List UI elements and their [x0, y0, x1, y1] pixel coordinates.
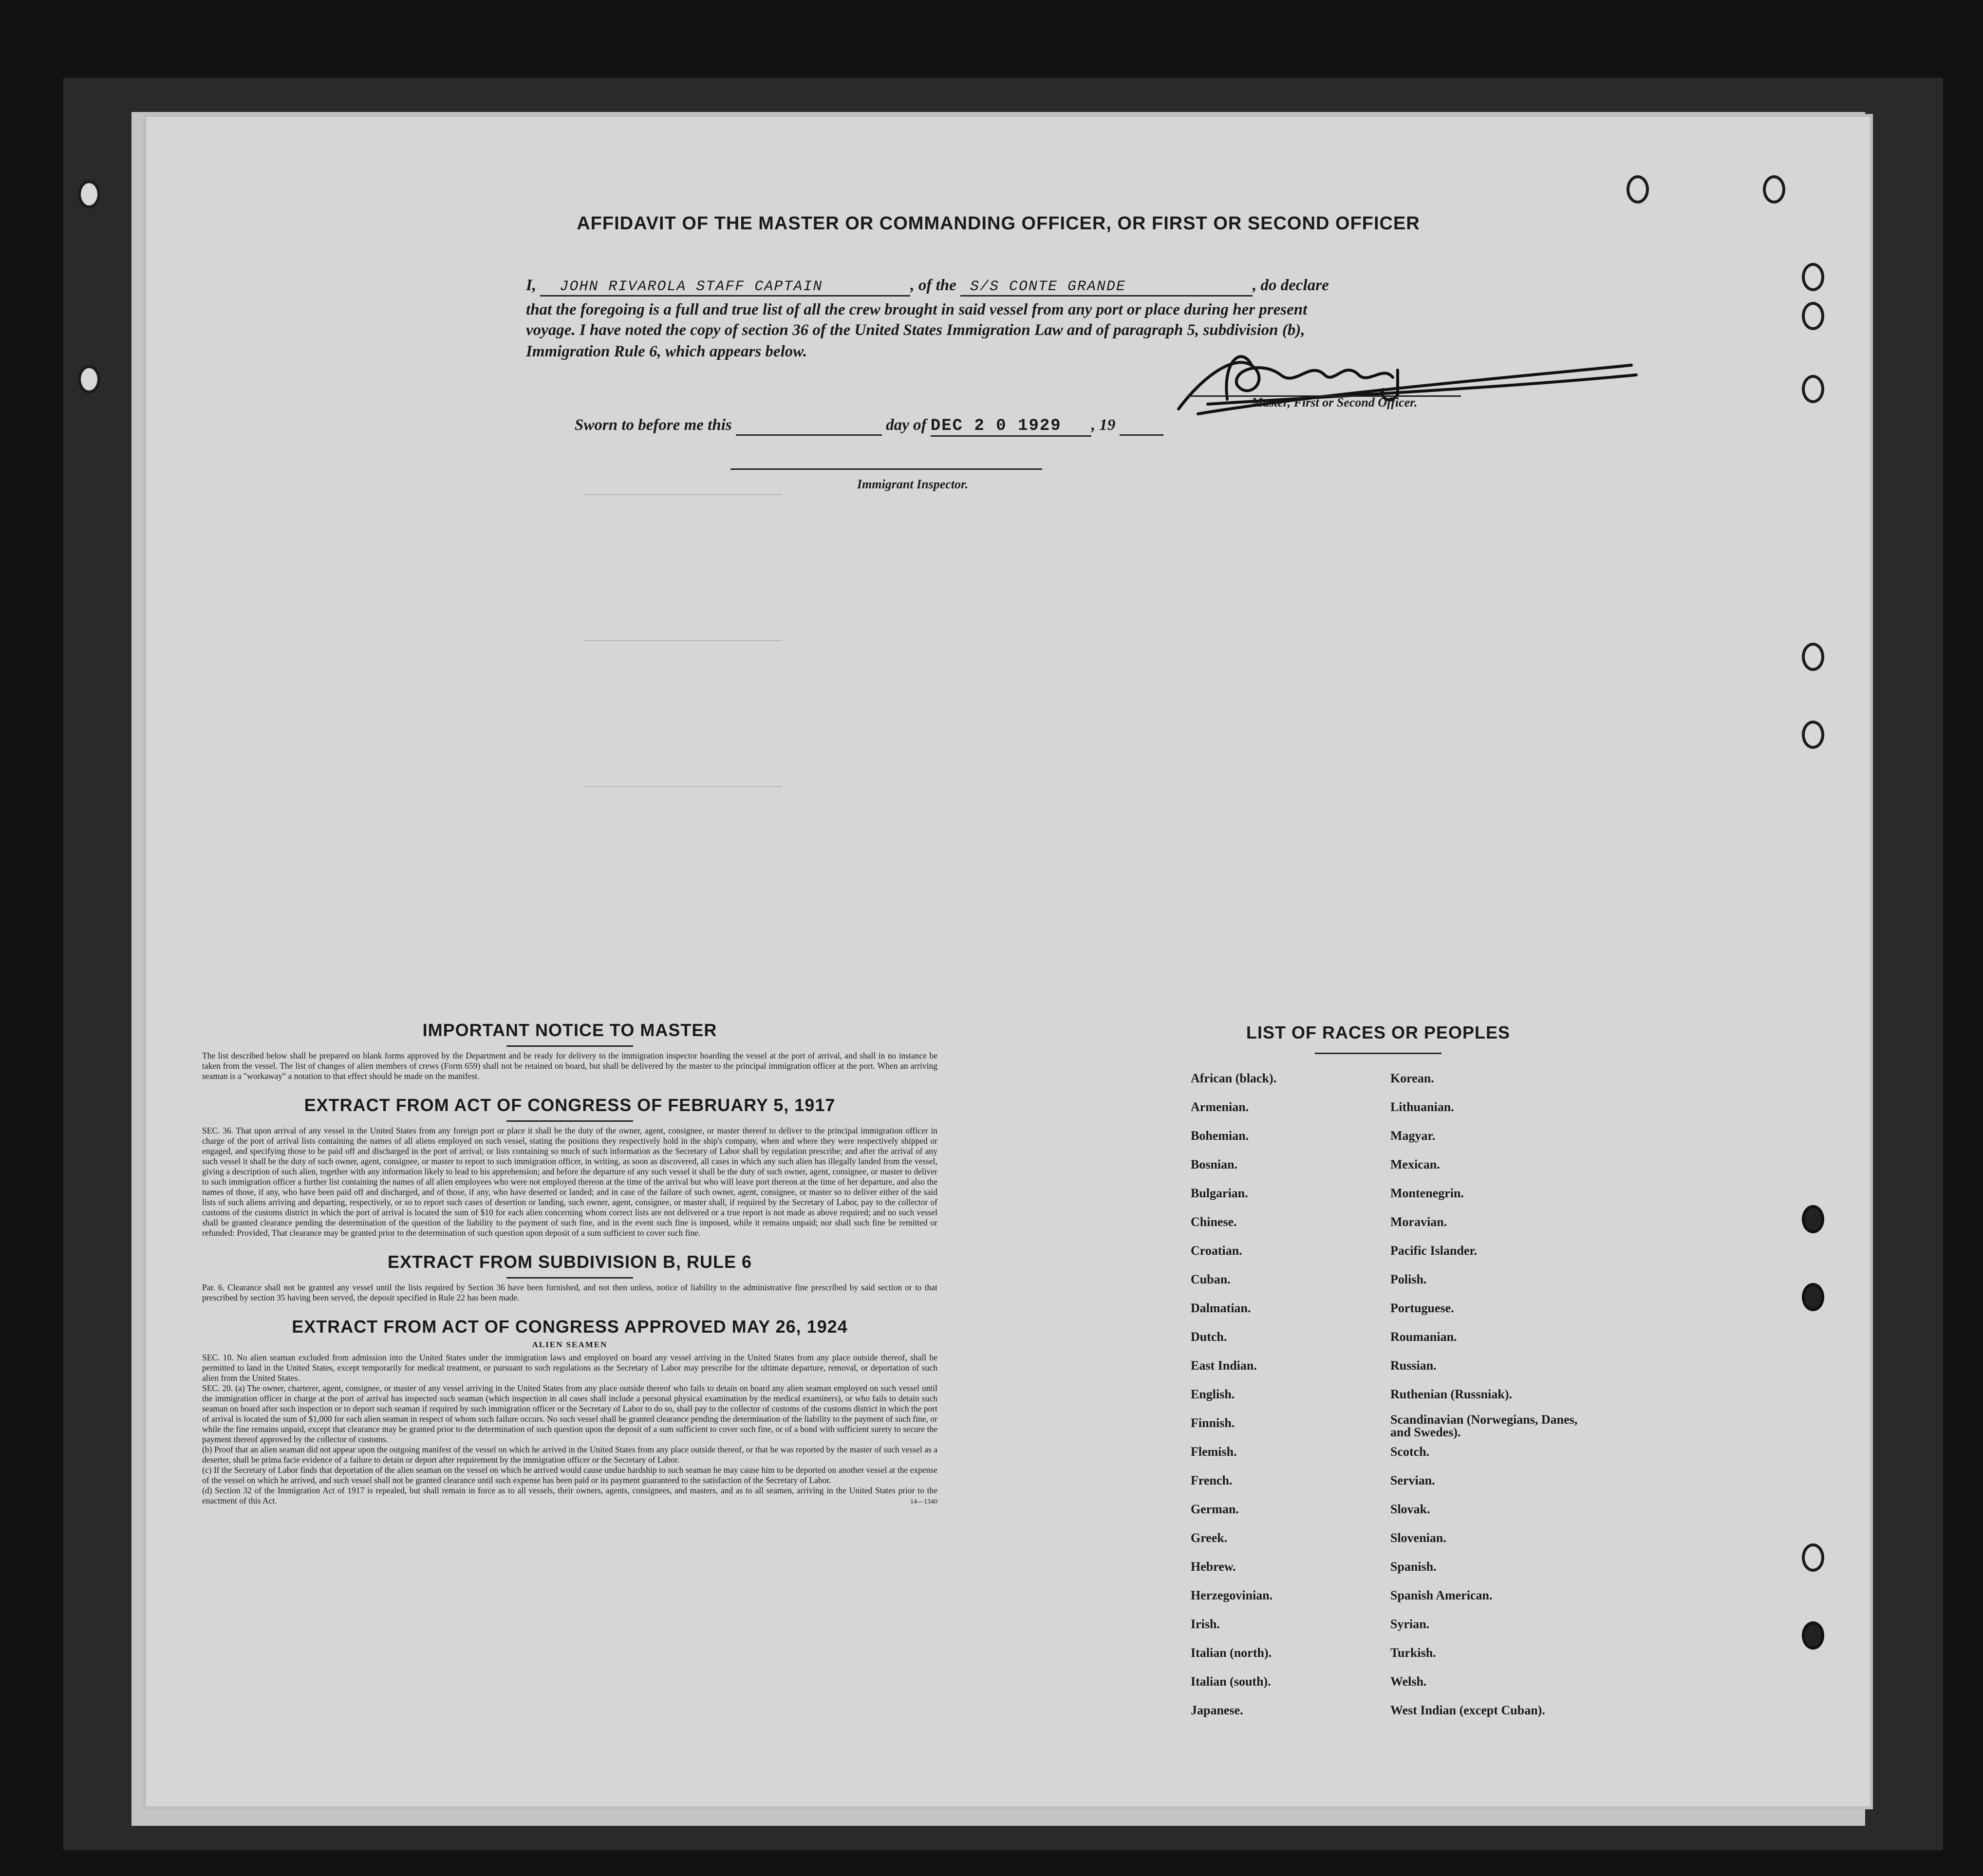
punch-hole-icon: [1802, 1543, 1824, 1572]
day-of-label: day of: [886, 416, 927, 434]
races-left-column: [1191, 1069, 1366, 1729]
race-item: Servian.: [1390, 1473, 1435, 1487]
race-item: Russian.: [1390, 1358, 1437, 1373]
rule-6-title: EXTRACT FROM SUBDIVISION B, RULE 6: [387, 1252, 752, 1272]
act-1924-sec10: SEC. 10. No alien seaman excluded from admission into the United States under the immigration laws and employed on board any vessel arriving in the United States from any place outside thereof, shall be permitted to land in the United States, except temporarily for medical treatment, or pursuant to such regulations as the Secretary of Labor may prescribe for the ultimate departure, removal, or deportation of such alien from the United States.: [202, 1353, 937, 1383]
punch-hole-icon: [1802, 302, 1824, 330]
punch-hole-icon: [1627, 175, 1649, 204]
inspector-signature-line: [730, 468, 1042, 470]
race-item: Japanese.: [1191, 1703, 1243, 1717]
race-item: Moravian.: [1390, 1215, 1447, 1229]
affidavit-do-declare: , do declare: [1253, 277, 1329, 294]
race-item: African (black).: [1191, 1071, 1277, 1085]
act-1917-title: EXTRACT FROM ACT OF CONGRESS OF FEBRUARY 5, 1917: [304, 1095, 836, 1115]
race-item: West Indian (except Cuban).: [1390, 1703, 1545, 1717]
race-item: Irish.: [1191, 1617, 1220, 1631]
sworn-date-stamp: DEC 2 0 1929: [931, 417, 1091, 437]
race-item: English.: [1191, 1387, 1235, 1401]
officer-caption: Master, First or Second Officer.: [1252, 395, 1418, 409]
race-item: German.: [1191, 1502, 1239, 1516]
divider: [506, 1120, 633, 1122]
affidavit-line-2: that the foregoing is a full and true list of all the crew brought in said vessel from any port or place during her present: [526, 301, 1308, 318]
race-item: Dutch.: [1191, 1330, 1227, 1344]
race-item: Bulgarian.: [1191, 1186, 1248, 1200]
year-blank: [1120, 416, 1163, 436]
punch-hole-icon: [1763, 175, 1785, 204]
act-1924-sec20a: SEC. 20. (a) The owner, charterer, agent, consignee, or master of any vessel arriving in the United States from any place outside thereof who fails to detain on board any alien seaman employed on such vessel until the immigration officer in charge at the port of arrival has inspected such seaman (which inspection in all cases shall include a personal physical examination by the medical examiners), or who fails to detain such seaman on board after such inspection or to deport such seaman if required by such immigration officer or the Secretary of Labor to do so, shall pay to the collector of customs of the customs district in which the port of arrival is located the sum of $1,000 for each alien seaman in respect of whom such failure occurs. No such vessel shall be granted clearance pending the determination of the liability to the payment of such fine, or while the fine remains unpaid, except that clearance may be granted prior to the determination of such question upon the deposit of a sum sufficient to cover such fine, or of a bond with sufficient surety to secure the payment thereof approved by the collector of customs.: [202, 1383, 937, 1444]
race-item: Greek.: [1191, 1531, 1228, 1545]
affidavit-pronoun: I,: [526, 277, 537, 294]
notice-text: The list described below shall be prepared on blank forms approved by the Department and be ready for delivery to the immigration inspector boarding the vessel at the port of arrival, and shall in no instance be taken from the vessel. The list of changes of alien members of crews (Form 659) shall not be retained on board, but shall be delivered by the master to the principal immigration officer at the port. When an arriving seaman is a "workaway" a notation to that effect should be made on the manifest.: [202, 1051, 937, 1081]
race-item: Croatian.: [1191, 1244, 1242, 1258]
race-item: Cuban.: [1191, 1272, 1231, 1286]
punch-hole-icon: [1802, 1205, 1824, 1233]
notice-title: IMPORTANT NOTICE TO MASTER: [422, 1020, 717, 1040]
race-item: Mexican.: [1390, 1157, 1440, 1171]
race-item: Turkish.: [1390, 1646, 1436, 1660]
affidavit-title: AFFIDAVIT OF THE MASTER OR COMMANDING OFFICER, OR FIRST OR SECOND OFFICER: [577, 213, 1420, 234]
races-title: LIST OF RACES OR PEOPLES: [1246, 1022, 1511, 1042]
officer-name: JOHN RIVAROLA STAFF CAPTAIN: [540, 279, 910, 297]
affidavit-line-3: voyage. I have noted the copy of section 36 of the United States Immigration Law and of paragraph 5, subdivision (b),: [526, 321, 1305, 339]
race-item: Slovak.: [1390, 1502, 1430, 1516]
race-item: Spanish American.: [1390, 1588, 1493, 1602]
race-item: Montenegrin.: [1390, 1186, 1464, 1200]
bleed-through-text: ——————————————————————————: [584, 633, 782, 648]
punch-hole-icon: [1802, 643, 1824, 671]
act-1924-sec20c: (c) If the Secretary of Labor finds that deportation of the alien seaman on the vessel on which he arrived would cause undue hardship to such seaman he may cause him to be deported on another vessel at the expense of the vessel on which he arrived, and such vessel shall not be granted clearance until such expense has been paid or its payment guaranteed to the satisfaction of the Secretary of Labor.: [202, 1465, 937, 1485]
race-item: Magyar.: [1390, 1129, 1436, 1143]
race-item: Flemish.: [1191, 1445, 1237, 1459]
race-item: French.: [1191, 1473, 1233, 1487]
punch-hole-icon: [1802, 263, 1824, 291]
act-1924-subtitle: ALIEN SEAMEN: [532, 1340, 608, 1349]
race-item: Bosnian.: [1191, 1157, 1238, 1171]
act-1924-sec20d: (d) Section 32 of the Immigration Act of 1917 is repealed, but shall remain in force as to all vessels, their owners, agents, consignees, and masters, and as to all seamen, arriving in the United States prior to the enactment of this Act.: [202, 1486, 937, 1505]
race-item: Finnish.: [1191, 1416, 1235, 1430]
affidavit-line-4: Immigration Rule 6, which appears below.: [526, 343, 807, 360]
race-item: Syrian.: [1390, 1617, 1430, 1631]
race-item: Scotch.: [1390, 1445, 1430, 1459]
punch-hole-icon: [78, 180, 100, 208]
race-item: Scandinavian (Norwegians, Danes, and Swedes).: [1390, 1412, 1578, 1439]
bleed-through-text: ——————————————————————————: [584, 779, 782, 794]
races-right-column: [1390, 1069, 1595, 1729]
punch-hole-icon: [1802, 1621, 1824, 1650]
year-suffix: , 19: [1091, 416, 1116, 434]
divider: [506, 1277, 633, 1279]
race-item: Korean.: [1390, 1071, 1434, 1085]
punch-hole-icon: [78, 365, 100, 393]
race-item: Lithuanian.: [1390, 1100, 1454, 1114]
sworn-line: [575, 416, 1163, 437]
act-1924-sec20b: (b) Proof that an alien seaman did not appear upon the outgoing manifest of the vessel on which he arrived in the United States from any place outside thereof, or that he was reported by the master of such vessel as a deserter, shall be prima facie evidence of a failure to detain or deport after requirement by the immigration officer or the Secretary of Labor.: [202, 1445, 937, 1465]
sworn-label: Sworn to before me this: [575, 416, 732, 434]
race-item: Chinese.: [1191, 1215, 1237, 1229]
officer-signature: [1169, 341, 1646, 428]
race-item: Polish.: [1390, 1272, 1427, 1286]
race-item: Dalmatian.: [1191, 1301, 1251, 1315]
divider: [1315, 1053, 1441, 1054]
race-item: Portuguese.: [1390, 1301, 1454, 1315]
race-item: Welsh.: [1390, 1674, 1427, 1689]
inspector-caption: Immigrant Inspector.: [857, 477, 969, 491]
punch-hole-icon: [1802, 721, 1824, 749]
notice-column: [202, 1020, 937, 1506]
vessel-name: S/S CONTE GRANDE: [960, 279, 1253, 297]
race-item: Roumanian.: [1390, 1330, 1457, 1344]
punch-hole-icon: [1802, 375, 1824, 403]
race-item: Italian (south).: [1191, 1674, 1271, 1689]
race-item: Spanish.: [1390, 1560, 1437, 1574]
rule-6-text: Par. 6. Clearance shall not be granted any vessel until the lists required by Section 36 have been furnished, and not then unless, notice of liability to the administrative fine prescribed by said section or to that prescribed by section 35 having been served, the deposit specified in Rule 22 has been made.: [202, 1282, 937, 1302]
affidavit-of-the: , of the: [910, 277, 956, 294]
race-item: Bohemian.: [1191, 1129, 1249, 1143]
race-item: Armenian.: [1191, 1100, 1249, 1114]
punch-hole-icon: [1802, 1283, 1824, 1311]
race-item: Pacific Islander.: [1390, 1244, 1478, 1258]
form-number: 14—1340: [910, 1498, 937, 1505]
sworn-day-blank: [736, 416, 882, 436]
act-1917-text: SEC. 36. That upon arrival of any vessel in the United States from any foreign port or place it shall be the duty of the owner, agent, consignee, or master thereof to deliver to the principal immigration officer in charge of the port of arrival lists containing the names of all aliens employed on such vessel, stating the positions they respectively hold in the ship's company, when and where they were respectively shipped or engaged, and specifying those to be paid off and discharged in the port of arrival; or lists containing so much of such information as the Secretary of Labor shall by regulation prescribe; and after the arrival of any such vessel it shall be the duty of such owner, agent, consignee, or master to report to such immigration officer, in writing, as soon as discovered, all cases in which any such alien has illegally landed from the vessel, giving a description of such alien, together with any information likely to lead to his apprehension; and before the departure of any such vessel it shall be the duty of such owner, agent, consignee, or master to deliver to such immigration officer a further list containing the names of all alien employees who were not employed thereon at the time of the arrival but who will leave port thereon at the time of her departure, and also the names of those, if any, who have been paid off and discharged, and of those, if any, who have deserted or landed; and in case of the failure of such owner, agent, consignee, or master so to deliver either of the said lists of such aliens arriving and departing, respectively, or so to report such cases of desertion or landing, such owner, agent, consignee, or master shall, if required by the Secretary of Labor, pay to the collector of customs of the customs district in which the port of arrival is located the sum of $10 for each alien concerning whom correct lists are not delivered or a true report is not made as above required; and no such vessel shall be granted clearance pending the determination of the question of the liability to the payment of such fine, and in the event such fine is imposed, while it remains unpaid; nor shall such fine be remitted or refunded: Provided, That clearance may be granted prior to the determination of such question upon deposit of a sum sufficient to cover such fine.: [202, 1126, 937, 1238]
race-item: Italian (north).: [1191, 1646, 1272, 1660]
race-item: East Indian.: [1191, 1358, 1257, 1373]
divider: [506, 1045, 633, 1047]
race-item: Hebrew.: [1191, 1560, 1236, 1574]
affidavit-line-1: [526, 277, 1500, 297]
act-1924-title: EXTRACT FROM ACT OF CONGRESS APPROVED MAY 26, 1924: [292, 1317, 848, 1337]
bleed-through-text: ——————————————————————————: [584, 487, 782, 502]
race-item: Slovenian.: [1390, 1531, 1446, 1545]
race-item: Herzegovinian.: [1191, 1588, 1273, 1602]
race-item: Ruthenian (Russniak).: [1390, 1387, 1512, 1401]
